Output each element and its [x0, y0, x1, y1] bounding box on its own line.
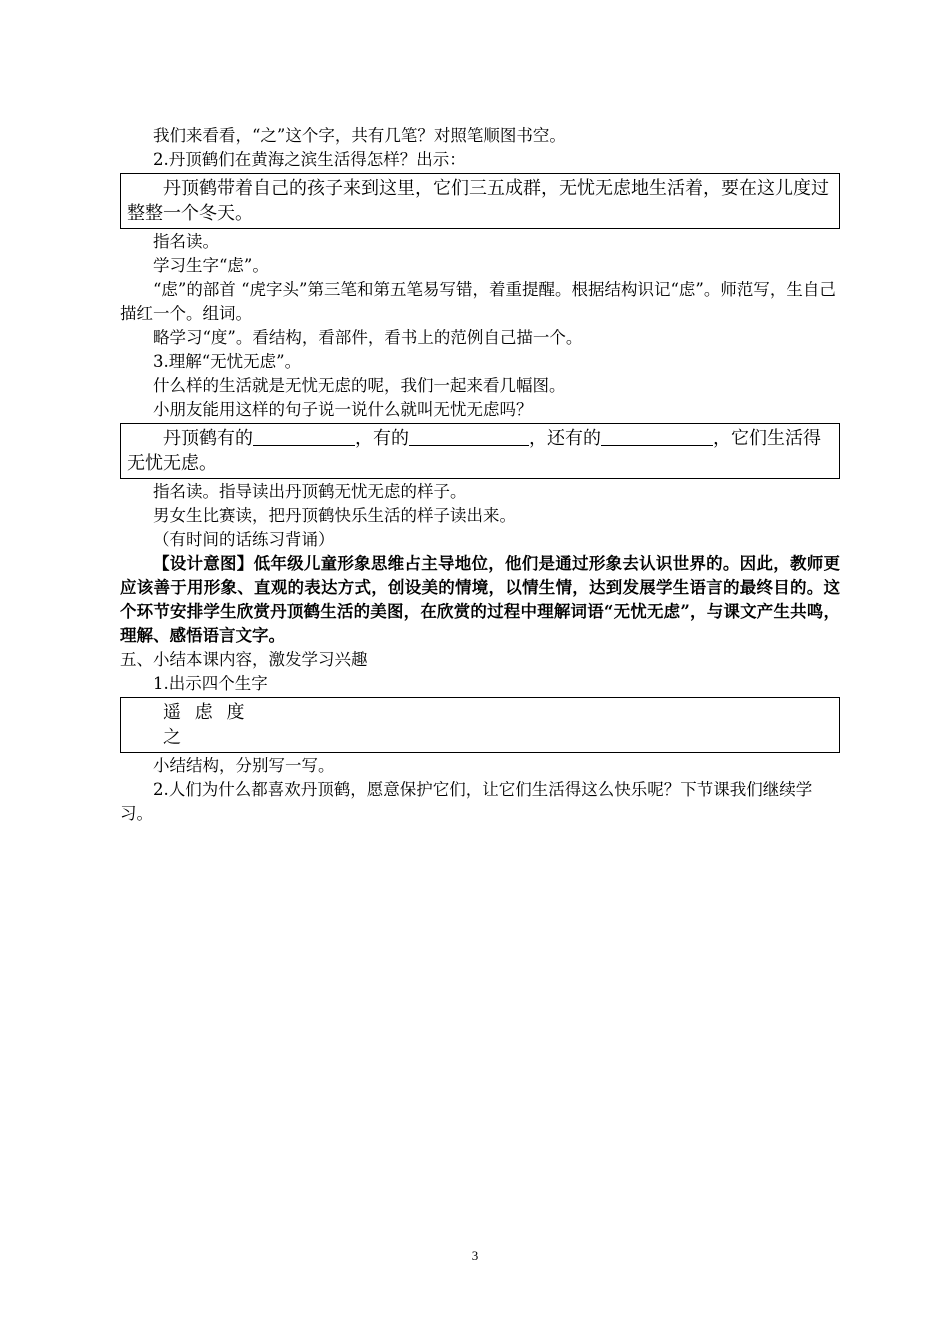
fill-in-box — [120, 423, 840, 479]
paragraph-guided-reading: 指名读。指导读出丹顶鹤无忧无虑的样子。 — [153, 482, 467, 501]
fill-in-blank-1 — [253, 427, 355, 446]
character-line-1: 遥 虑 度 — [163, 702, 249, 723]
fill-in-blank-3 — [601, 427, 713, 446]
character-box — [120, 697, 840, 753]
fill-in-part-4: ，它们生活得无忧无虑。 — [127, 428, 821, 474]
paragraph-learn-lv: 学习生字“虑”。 — [153, 256, 269, 275]
fill-in-blank-2 — [409, 427, 529, 446]
fill-in-sentence — [127, 426, 833, 476]
section-heading-5: 五、小结本课内容，激发学习兴趣 — [120, 650, 368, 669]
paragraph-next-lesson: 2.人们为什么都喜欢丹顶鹤，愿意保护它们，让它们生活得这么快乐呢？下节课我们继续学习。 — [120, 780, 813, 823]
paragraph-zhi-strokes: 我们来看看，“之”这个字，共有几笔？对照笔顺图书空。 — [153, 126, 566, 145]
quote-text: 丹顶鹤带着自己的孩子来到这里，它们三五成群，无忧无虑地生活着，要在这儿度过整整一个冬天。 — [127, 178, 829, 224]
paragraph-show-characters: 1.出示四个生字 — [153, 674, 268, 693]
paragraph-understand-phrase: 3.理解“无忧无虑”。 — [153, 352, 302, 371]
page-content — [120, 124, 840, 826]
design-intent: 【设计意图】低年级儿童形象思维占主导地位，他们是通过形象去认识世界的。因此，教师更应该善于用形象、直观的表达方式，创设美的情境，以情生情，达到发展学生语言的最终目的。这个环节安排学生欣赏丹顶鹤生活的美图，在欣赏的过程中理解词语“无忧无虑”，与课文产生共鸣，理解、感悟语言文字。 — [120, 554, 840, 645]
fill-in-part-2: ，有的 — [355, 428, 409, 449]
page-number: 3 — [471, 1248, 479, 1263]
paragraph-summary-structure: 小结结构，分别写一写。 — [153, 756, 335, 775]
paragraph-look-pictures: 什么样的生活就是无忧无虑的呢，我们一起来看几幅图。 — [153, 376, 566, 395]
fill-in-part-3: ，还有的 — [529, 428, 601, 449]
paragraph-sentence-prompt: 小朋友能用这样的句子说一说什么就叫无忧无虑吗？ — [153, 400, 533, 419]
paragraph-read-aloud: 指名读。 — [153, 232, 219, 251]
quote-box-crane-life — [120, 173, 840, 229]
paragraph-question-2: 2.丹顶鹤们在黄海之滨生活得怎样？出示： — [153, 150, 466, 169]
fill-in-part-1: 丹顶鹤有的 — [163, 428, 253, 449]
character-line-2: 之 — [163, 727, 185, 748]
paragraph-learn-du: 略学习“度”。看结构，看部件，看书上的范例自己描一个。 — [153, 328, 583, 347]
paragraph-lv-radical: “虑”的部首 “虎字头”第三笔和第五笔易写错，着重提醒。根据结构识记“虑”。师范写，生自己描红一个。组词。 — [120, 280, 836, 323]
paragraph-contest-reading: 男女生比赛读，把丹顶鹤快乐生活的样子读出来。 — [153, 506, 516, 525]
paragraph-recite: （有时间的话练习背诵） — [153, 530, 335, 549]
